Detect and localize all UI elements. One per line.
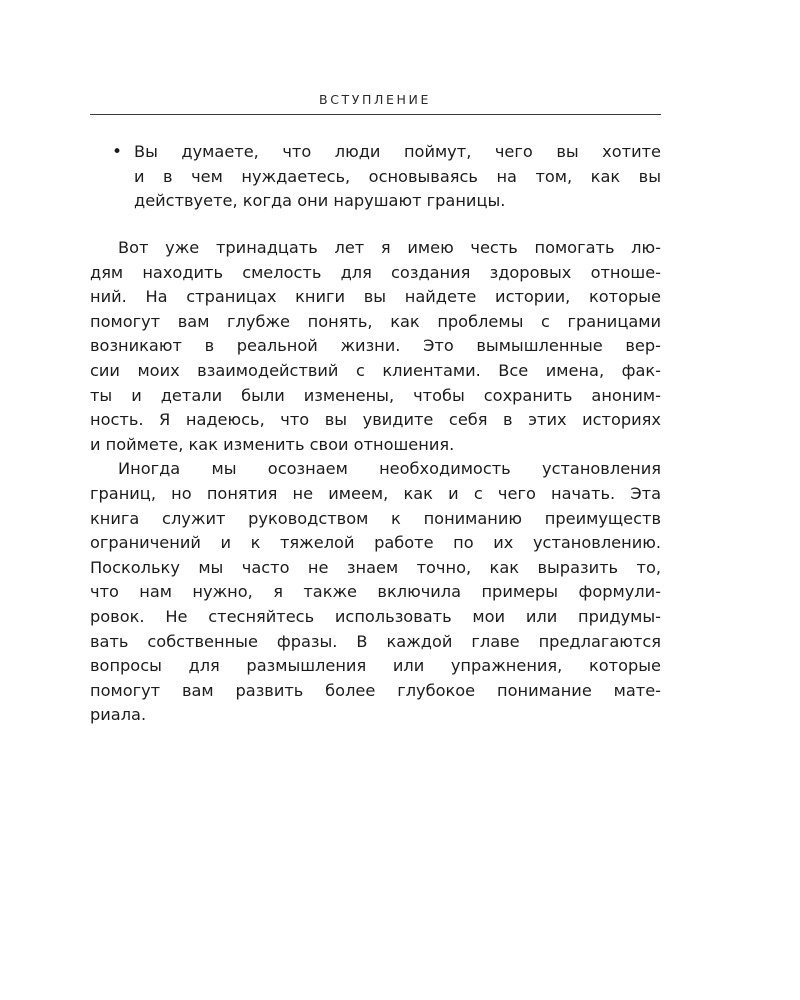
paragraph-line: вать собственные фразы. В каждой главе предлагаются xyxy=(90,631,661,651)
bullet-line: и в чем нуждаетесь, основываясь на том, как вы xyxy=(134,166,661,186)
paragraph-line: ты и детали были изменены, чтобы сохранить аноним- xyxy=(90,385,661,405)
bullet-item xyxy=(90,140,661,214)
paragraph-line: Иногда мы осознаем необходимость установления xyxy=(118,459,661,479)
paragraph-line: Поскольку мы часто не знаем точно, как выразить то, xyxy=(90,557,661,577)
bullet-list xyxy=(90,140,661,214)
paragraph-line: что нам нужно, я также включила примеры формули- xyxy=(90,582,661,602)
paragraph-2 xyxy=(90,457,661,728)
bullet-line: действуете, когда они нарушают границы. xyxy=(134,191,506,211)
header-rule xyxy=(90,114,661,115)
paragraph-line: границ, но понятия не имеем, как и с чего начать. Эта xyxy=(90,483,661,503)
paragraph-line: ность. Я надеюсь, что вы увидите себя в этих историях xyxy=(90,410,661,430)
running-head: ВСТУПЛЕНИЕ xyxy=(319,92,431,107)
paragraph-line: возникают в реальной жизни. Это вымышленные вер- xyxy=(90,336,661,356)
body-text xyxy=(90,236,661,728)
paragraph-line: помогут вам глубже понять, как проблемы с границами xyxy=(90,311,661,331)
paragraph-line: сии моих взаимодействий с клиентами. Все имена, фак- xyxy=(90,360,661,380)
paragraph-line: ний. На страницах книги вы найдете истории, которые xyxy=(90,287,661,307)
paragraph-line: ровок. Не стесняйтесь использовать мои или придумы- xyxy=(90,606,661,626)
paragraph-line: дям находить смелость для создания здоровых отноше- xyxy=(90,262,661,282)
paragraph-line: ограничений и к тяжелой работе по их установлению. xyxy=(90,533,661,553)
paragraph-line: книга служит руководством к пониманию преимуществ xyxy=(90,508,661,528)
bullet-line: Вы думаете, что люди поймут, чего вы хотите xyxy=(134,142,661,161)
paragraph-line: риала. xyxy=(90,705,147,725)
paragraph-line: и поймете, как изменить свои отношения. xyxy=(90,434,455,454)
paragraph-line: помогут вам развить более глубокое понимание мате- xyxy=(90,680,661,700)
bullet-marker: • xyxy=(112,142,123,162)
paragraph-line: Вот уже тринадцать лет я имею честь помогать лю- xyxy=(118,238,661,257)
paragraph-1 xyxy=(90,236,661,457)
paragraph-line: вопросы для размышления или упражнения, которые xyxy=(90,656,661,676)
